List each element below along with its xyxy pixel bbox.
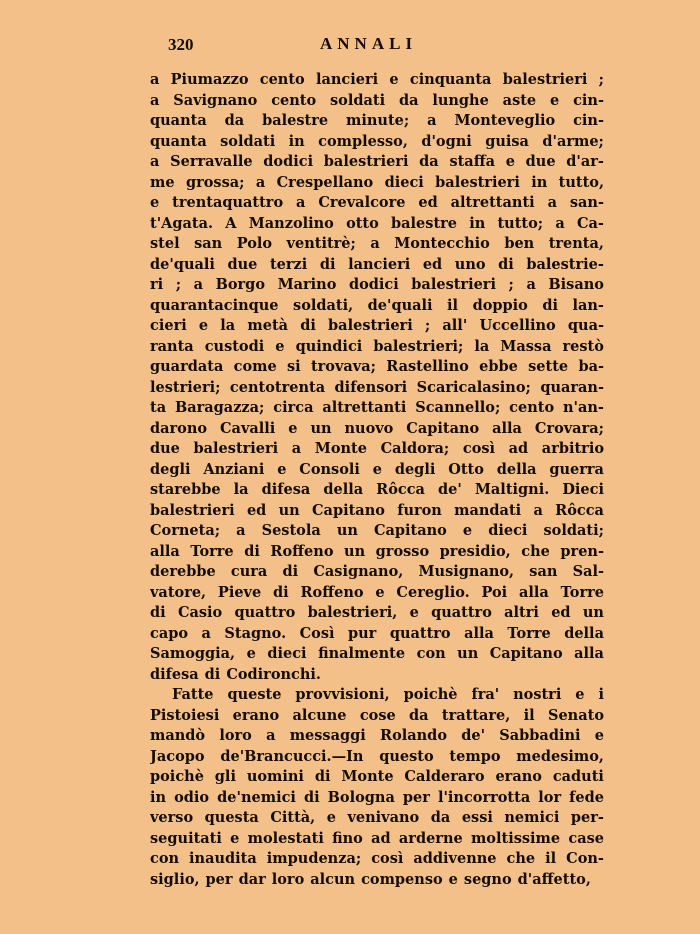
text-line: due balestrieri a Monte Caldora; così ad arbitrio (150, 440, 604, 457)
text-line: cieri e la metà di balestrieri ; all' Uccellino qua- (150, 317, 604, 334)
text-line: a Piumazzo cento lancieri e cinquanta balestrieri ; (150, 71, 604, 88)
text-line: a Serravalle dodici balestrieri da staffa e due d'ar- (150, 153, 604, 170)
text-line: quanta da balestre minute; a Monteveglio cin- (150, 112, 604, 129)
text-line: guardata come si trovava; Rastellino ebbe sette ba- (150, 358, 604, 375)
text-line: stel san Polo ventitrè; a Montecchio ben trenta, (150, 235, 604, 252)
text-line: Corneta; a Sestola un Capitano e dieci soldati; (150, 522, 604, 539)
text-line: quarantacinque soldati, de'quali il doppio di lan- (150, 296, 604, 314)
text-line: Jacopo de'Brancucci.—In questo tempo medesimo, (150, 747, 604, 765)
text-line: a Savignano cento soldati da lunghe aste e cin- (150, 91, 604, 109)
running-title: ANNALI (320, 34, 418, 53)
text-line: e trentaquattro a Crevalcore ed altrettanti a san- (150, 194, 604, 211)
text-line: quanta soldati in complesso, d'ogni guisa d'arme; (150, 132, 604, 150)
text-line: difesa di Codironchi. (150, 665, 321, 683)
text-line: in odio de'nemici di Bologna per l'incorrotta lor fede (150, 788, 604, 806)
text-line: siglio, per dar loro alcun compenso e segno d'affetto, (150, 870, 591, 888)
body-text (150, 70, 604, 890)
text-line: Samoggia, e dieci finalmente con un Capitano alla (150, 645, 604, 662)
text-line: Pistoiesi erano alcune cose da trattare, il Senato (150, 706, 604, 724)
text-line: ta Baragazza; circa altrettanti Scannello; cento n'an- (150, 399, 604, 416)
text-line: ri ; a Borgo Marino dodici balestrieri ; a Bisano (150, 276, 604, 293)
text-line: poichè gli uomini di Monte Calderaro erano caduti (150, 768, 604, 785)
text-line: de'quali due terzi di lancieri ed uno di balestrie- (150, 255, 604, 273)
text-line: lestrieri; centotrenta difensori Scaricalasino; quaran- (150, 378, 604, 396)
text-line: di Casio quattro balestrieri, e quattro altri ed un (150, 604, 604, 621)
text-line: t'Agata. A Manzolino otto balestre in tutto; a Ca- (150, 214, 604, 232)
text-line: degli Anziani e Consoli e degli Otto della guerra (150, 460, 604, 478)
text-line: seguitati e molestati fino ad arderne moltissime case (150, 829, 604, 847)
text-line: balestrieri ed un Capitano furon mandati a Rôcca (150, 501, 604, 519)
text-line: derebbe cura di Casignano, Musignano, san Sal- (150, 563, 604, 580)
text-line: ranta custodi e quindici balestrieri; la Massa restò (150, 337, 604, 355)
text-line: me grossa; a Crespellano dieci balestrieri in tutto, (150, 173, 604, 191)
text-line: mandò loro a messaggi Rolando de' Sabbadini e (150, 727, 604, 744)
text-line: verso questa Città, e venivano da essi nemici per- (150, 809, 604, 826)
text-line: alla Torre di Roffeno un grosso presidio, che pren- (150, 542, 604, 560)
text-line: vatore, Pieve di Roffeno e Cereglio. Poi alla Torre (150, 583, 604, 601)
page-number: 320 (168, 35, 194, 54)
book-page (150, 32, 604, 890)
text-line: starebbe la difesa della Rôcca de' Maltigni. Dieci (150, 481, 604, 498)
text-line: Fatte queste provvisioni, poichè fra' nostri e i (172, 686, 604, 703)
text-line: capo a Stagno. Così pur quattro alla Torre della (150, 624, 604, 642)
running-head (150, 32, 604, 62)
text-line: con inaudita impudenza; così addivenne che il Con- (150, 850, 604, 867)
text-line: darono Cavalli e un nuovo Capitano alla Crovara; (150, 419, 604, 437)
